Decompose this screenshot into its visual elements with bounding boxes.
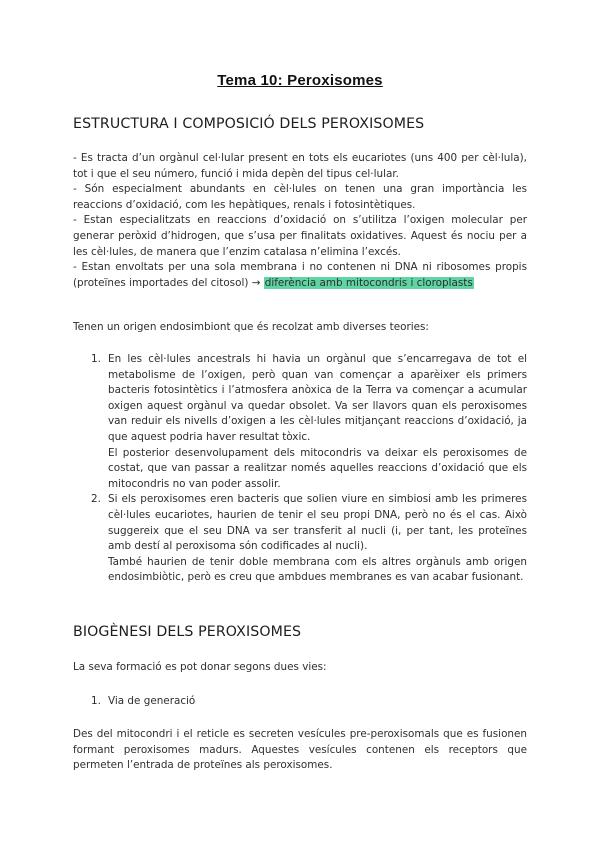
- list-number: 1.: [91, 353, 101, 365]
- bullet-item: [73, 260, 527, 291]
- list-number: 1.: [91, 695, 101, 707]
- section-heading-biogenesis: BIOGÈNESI DELS PEROXISOMES: [73, 624, 302, 640]
- list-item: [73, 694, 527, 710]
- routes-list: [73, 694, 527, 710]
- list-item-extra: El posterior desenvolupament dels mitocondris va deixar els peroxisomes de costat, que van passar a realitzar només aquelles reaccions d’oxidació que els mitocondris no van poder assolir.: [108, 446, 527, 490]
- biogenesis-intro: La seva formació es pot donar segons dues vies:: [73, 661, 327, 673]
- section-heading-structure: ESTRUCTURA I COMPOSICIÓ DELS PEROXISOMES: [73, 116, 425, 132]
- bullet-item: - Estan especialitzats en reaccions d’oxidació on s’utilitza l’oxigen molecular per generar peròxid d’hidrogen, que s’usa per finalitats oxidatives. Aquest és nociu per a les cèl·lules, de manera que l’enzim catalasa n’elimina l’excés.: [73, 214, 527, 258]
- theories-list: [73, 352, 527, 586]
- list-item-text: Si els peroxisomes eren bacteris que solien viure en simbiosi amb les primeres cèl·lules eucariotes, haurien de tenir el seu propi DNA, però no és el cas. Això suggereix que el seu DNA va ser transferit al nucli (i, per tant, les proteïnes amb destí al peroxisoma són codificades al nucli).: [108, 493, 527, 553]
- biogenesis-closing: Des del mitocondri i el reticle es secreten vesícules pre-peroxisomals que es fusionen formant peroxisomes madurs. Aquestes vesícules contenen els receptors que permeten l’entrada de proteïnes als peroxisomes.: [73, 728, 527, 772]
- list-number: 2.: [91, 493, 101, 506]
- list-item-text: En les cèl·lules ancestrals hi havia un orgànul que s’encarregava de tot el metabolisme de l’oxigen, però quan van començar a aparèixer els primers bacteris fotosintètics i l’atmosfera anòxica de la Terra va començar a acumular oxigen aquest orgànul va quedar obsolet. Va ser llavors quan els peroxisomes van reduir els nivells d’oxigen a les cèl·lules mitjançant reaccions d’oxidació, ja que aquest podria haver resultat tòxic.: [108, 353, 527, 443]
- highlighted-text: diferència amb mitocondris i cloroplasts: [264, 276, 473, 289]
- bullet-text: - Estan envoltats per una sola membrana i no contenen ni DNA ni ribosomes propis (proteïnes importades del citosol) →: [73, 261, 527, 289]
- document-title: Tema 10: Peroxisomes: [217, 72, 383, 89]
- list-item: [73, 492, 527, 586]
- structure-bullets: [73, 151, 527, 291]
- bullet-item: - Es tracta d’un orgànul cel·lular present en tots els eucariotes (uns 400 per cèl·lula), tot i que el seu número, funció i mida depèn del tipus cel·lular.: [73, 152, 527, 180]
- list-item-extra: També haurien de tenir doble membrana com els altres orgànuls amb origen endosimbiòtic, però es creu que ambdues membranes es van acabar fusionant.: [108, 555, 527, 584]
- list-item-text: Via de generació: [108, 695, 196, 707]
- origin-intro: Tenen un origen endosimbiont que és recolzat amb diverses teories:: [73, 321, 429, 333]
- bullet-item: - Són especialment abundants en cèl·lules on tenen una gran importància les reaccions d’oxidació, com les hepàtiques, renals i fotosintètiques.: [73, 183, 527, 211]
- list-item: [73, 352, 527, 492]
